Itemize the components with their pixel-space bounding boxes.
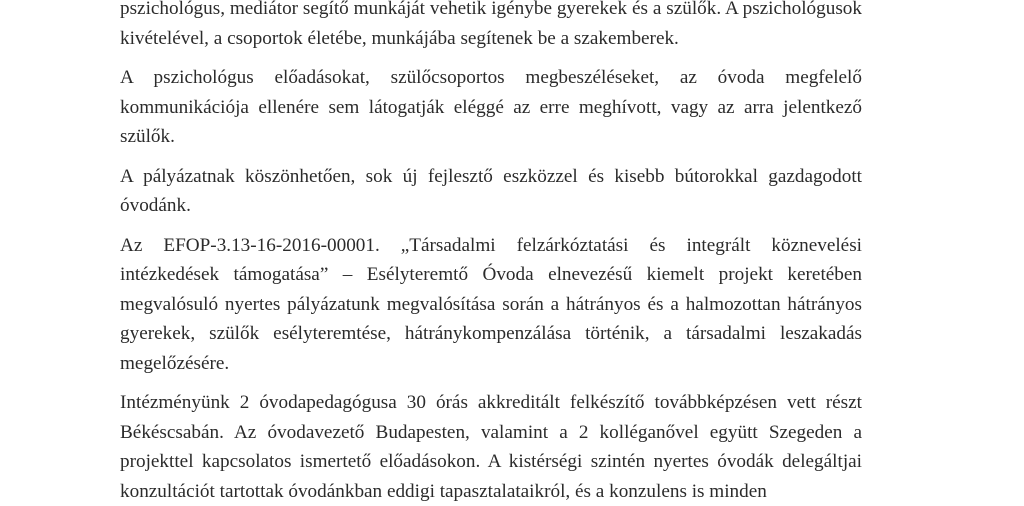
- paragraph-efop-project: Az EFOP-3.13-16-2016-00001. „Társadalmi felzárkóztatási és integrált köznevelési intézkedések támogatása” – Esélyteremtő Óvoda elnevezésű kiemelt projekt keretében megvalósuló nyertes pályázatunk megvalósítása során a hátrányos és a halmozottan hátrányos gyerekek, szülők esélyteremtése, hátránykompenzálása történik, a társadalmi leszakadás megelőzésére.: [120, 234, 862, 374]
- document-page: [120, 0, 862, 506]
- paragraph-parent-attendance: A pszichológus előadásokat, szülőcsoportos megbeszéléseket, az óvoda megfelelő kommunikációja ellenére sem látogatják eléggé az erre meghívott, vagy az arra jelentkező szülők.: [120, 67, 862, 147]
- paragraph-training: Intézményünk 2 óvodapedagógusa 30 órás akkreditált felkészítő továbbképzésen vett részt Békéscsabán. Az óvodavezető Budapesten, valamint a 2 kolléganővel együtt Szegeden a projekttel kapcsolatos ismertető előadásokon. A kistérségi szintén nyertes óvodák delegáltjai konzultációt tartottak óvodánkban eddigi tapasztalataikról, és a konzulens is minden: [120, 392, 862, 502]
- paragraph-psychologist-support: pszichológus, mediátor segítő munkáját vehetik igénybe gyerekek és a szülők. A pszichológusok kivételével, a csoportok életébe, munkájába segítenek be a szakemberek.: [120, 0, 862, 49]
- paragraph-new-equipment: A pályázatnak köszönhetően, sok új fejlesztő eszközzel és kisebb bútorokkal gazdagodott óvodánk.: [120, 165, 862, 216]
